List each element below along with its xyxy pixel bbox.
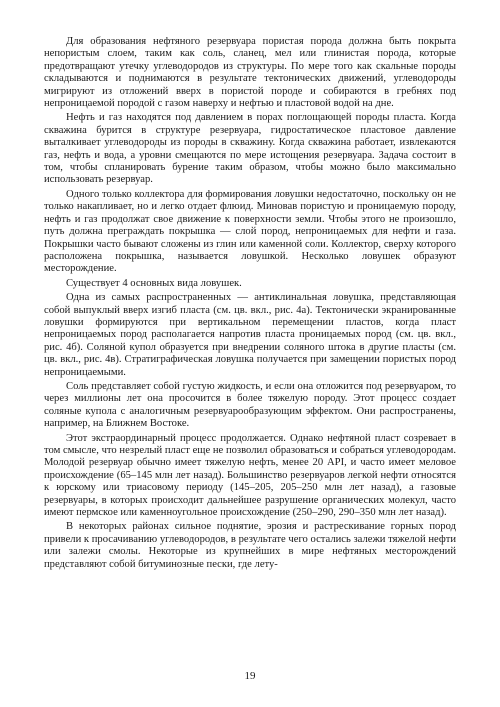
paragraph-2: Нефть и газ находятся под давлением в порах поглощающей породы пласта. Когда скважина бурится в структуре резервуара, гидростатическое пластовое давление выталкивает углеводороды из породы в скважину. Когда скважина работает, извлекаются газ, нефть и вода, а уровни смещаются по мере истощения резервуара. Задача состоит в том, чтобы спланировать бурение таким образом, чтобы можно было максимально использовать резервуар. [44,112,456,186]
paragraph-4: Существует 4 основных вида ловушек. [66,277,242,289]
page-number: 19 [244,670,256,682]
paragraph-7: Этот экстраординарный процесс продолжается. Однако нефтяной пласт созревает в том смысле, что незрелый пласт еще не позволил образоваться и собраться углеводородам. Молодой резервуар обычно имеет тяжелую нефть, менее 20 API, и часто имеет меловое происхождение (65–145 млн лет назад). Большинство резервуаров легкой нефти относятся к юрскому или триасовому периоду (145–205, 205–250 млн лет назад), а газовые резервуары, в которых происходит дальнейшее разрушение органических молекул, часто имеют пермское или каменноугольное происхождение (250–290, 290–350 млн лет назад). [44,432,456,519]
paragraph-8: В некоторых районах сильное поднятие, эрозия и растрескивание горных пород привели к просачиванию углеводородов, в результате чего остались залежи тяжелой нефти или залежи смолы. Некоторые из крупнейших в мире нефтяных месторождений представляют собой битуминозные пески, где лету- [44,521,456,570]
paragraph-5: Одна из самых распространенных — антиклинальная ловушка, представляющая собой выпуклый вверх изгиб пласта (см. цв. вкл., рис. 4а). Тектонически экранированные ловушки формируются при вертикальном перемещении пластов, когда пласт непроницаемых пород располагается напротив пласта проницаемых пород (см. цв. вкл., рис. 4б). Соляной купол образуется при внедрении соляного штока в другие пласты (см. цв. вкл., рис. 4в). Стратиграфическая ловушка получается при замещении пористых пород непроницаемыми. [44,292,456,378]
paragraph-1: Для образования нефтяного резервуара пористая порода должна быть покрыта непористым слоем, таким как соль, сланец, мел или глинистая порода, которые предотвращают утечку углеводородов из структуры. По мере того как скальные породы складываются и поднимаются в результате тектонических движений, углеводороды мигрируют из отложений вверх в пористой породе и собираются в гребнях под непроницаемой породой с газом наверху и нефтью и пластовой водой на дне. [44,36,456,110]
paragraph-6: Соль представляет собой густую жидкость, и если она отложится под резервуаром, то через миллионы лет она просочится в более тяжелую породу. Этот процесс создает соляные купола с аналогичным резервуарообразующим эффектом. Они распространены, например, на Ближнем Востоке. [44,380,456,430]
paragraph-3: Одного только коллектора для формирования ловушки недостаточно, поскольку он не только накапливает, но и легко отдает флюид. Миновав пористую и проницаемую породу, нефть и газ продолжат свое движение к поверхности земли. Чтобы этого не произошло, путь должна преграждать покрышка — слой пород, непроницаемых для нефти и газа. Покрышки часто бывают сложены из глин или каменной соли. Коллектор, сверху которого расположена покрышка, называется ловушкой. Несколько ловушек образуют месторождение. [44,188,456,275]
page-body [44,36,456,676]
